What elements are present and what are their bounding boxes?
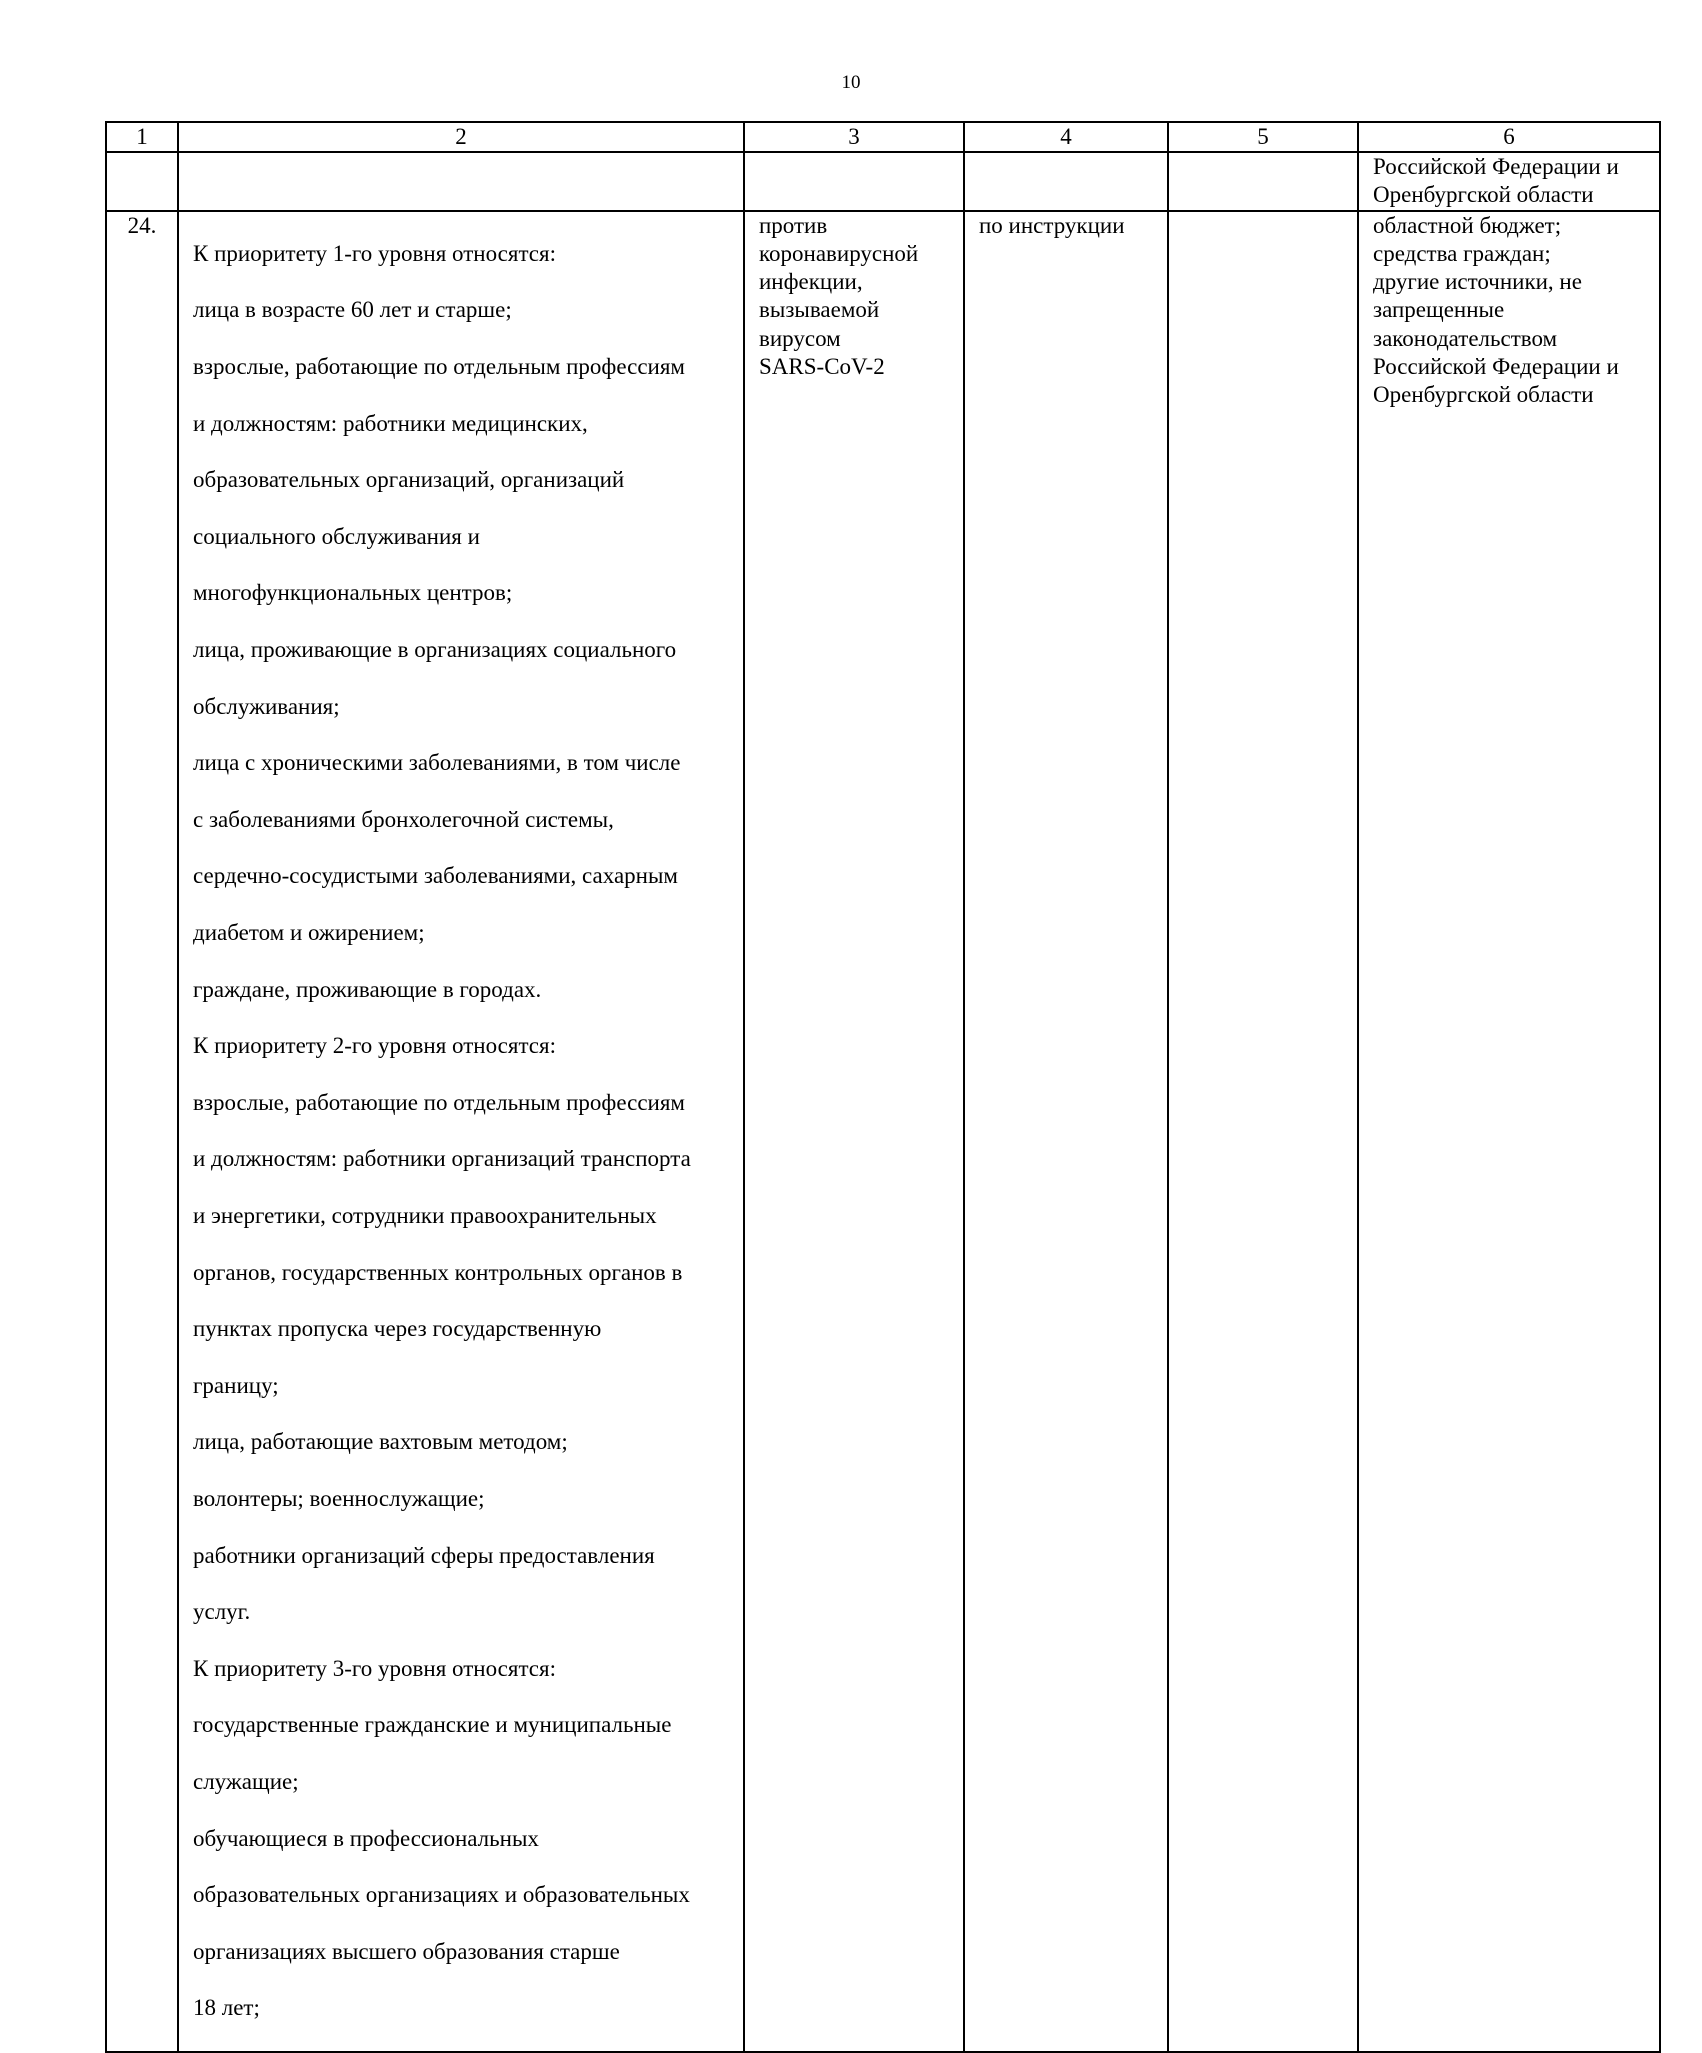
priority-text-line: лица в возрасте 60 лет и старше; xyxy=(193,297,512,323)
column-header-1: 1 xyxy=(106,122,178,152)
continuation-cell-1 xyxy=(106,152,178,211)
priority-text-line: обучающиеся в профессиональных xyxy=(193,1825,539,1851)
priority-text-line: диабетом и ожирением; xyxy=(193,920,425,946)
vaccination-table xyxy=(105,121,1661,2053)
priority-text-line: и должностям: работники медицинских, xyxy=(193,410,588,436)
continuation-cell-5 xyxy=(1168,152,1358,211)
priority-text-line: волонтеры; военнослужащие; xyxy=(193,1485,485,1511)
priority-text-line: органов, государственных контрольных органов в xyxy=(193,1259,683,1285)
funding-source-cell: областной бюджет; средства граждан; другие источники, не запрещенные законодательством Российской Федерации и Оренбургской области xyxy=(1358,211,1660,2052)
empty-cell-5 xyxy=(1168,211,1358,2052)
priority-text-line: многофункциональных центров; xyxy=(193,580,513,606)
priority-text-line: социального обслуживания и xyxy=(193,523,480,549)
priority-text-line: К приоритету 3-го уровня относятся: xyxy=(193,1655,556,1681)
continuation-cell-3 xyxy=(744,152,964,211)
priority-text-line: образовательных организациях и образовательных xyxy=(193,1882,690,1908)
column-header-6: 6 xyxy=(1358,122,1660,152)
priority-text-line: услуг. xyxy=(193,1599,251,1625)
continuation-funding-cell: Российской Федерации и Оренбургской области xyxy=(1358,152,1660,211)
priority-text-line: пунктах пропуска через государственную xyxy=(193,1316,602,1342)
column-header-4: 4 xyxy=(964,122,1168,152)
vaccine-target-cell: против коронавирусной инфекции, вызываемой вирусом SARS-CoV-2 xyxy=(744,211,964,2052)
page-number: 10 xyxy=(841,72,861,93)
priority-text-line: работники организаций сферы предоставления xyxy=(193,1542,655,1568)
continuation-cell-4 xyxy=(964,152,1168,211)
priority-text-line: служащие; xyxy=(193,1768,299,1794)
priority-text-line: государственные гражданские и муниципальные xyxy=(193,1712,672,1738)
priority-text-line: организациях высшего образования старше xyxy=(193,1938,620,1964)
priority-text-line: сердечно-сосудистыми заболеваниями, сахарным xyxy=(193,863,678,889)
priority-text-line: К приоритету 1-го уровня относятся: xyxy=(193,240,556,266)
priority-text-line: взрослые, работающие по отдельным профессиям xyxy=(193,1089,685,1115)
priority-text-line: лица, работающие вахтовым методом; xyxy=(193,1429,568,1455)
table-row-24 xyxy=(106,211,1660,2052)
row-number: 24. xyxy=(106,211,178,2052)
continuation-cell-2 xyxy=(178,152,744,211)
priority-text-line: границу; xyxy=(193,1372,279,1398)
dosage-cell: по инструкции xyxy=(964,211,1168,2052)
priority-groups-cell xyxy=(178,211,744,2052)
priority-text-line: и должностям: работники организаций транспорта xyxy=(193,1146,691,1172)
priority-text-line: взрослые, работающие по отдельным профессиям xyxy=(193,354,685,380)
column-header-5: 5 xyxy=(1168,122,1358,152)
priority-text-line: К приоритету 2-го уровня относятся: xyxy=(193,1033,556,1059)
priority-text-line: лица, проживающие в организациях социального xyxy=(193,637,677,663)
priority-text-line: с заболеваниями бронхолегочной системы, xyxy=(193,806,614,832)
priority-text-line: обслуживания; xyxy=(193,693,340,719)
column-header-3: 3 xyxy=(744,122,964,152)
column-number-header-row xyxy=(106,122,1660,152)
continuation-row xyxy=(106,152,1660,211)
priority-text-line: лица с хроническими заболеваниями, в том числе xyxy=(193,750,681,776)
priority-text-line: образовательных организаций, организаций xyxy=(193,467,625,493)
priority-text-line: 18 лет; xyxy=(193,1995,260,2021)
priority-text-line: и энергетики, сотрудники правоохранительных xyxy=(193,1202,657,1228)
priority-text-line: граждане, проживающие в городах. xyxy=(193,976,542,1002)
column-header-2: 2 xyxy=(178,122,744,152)
